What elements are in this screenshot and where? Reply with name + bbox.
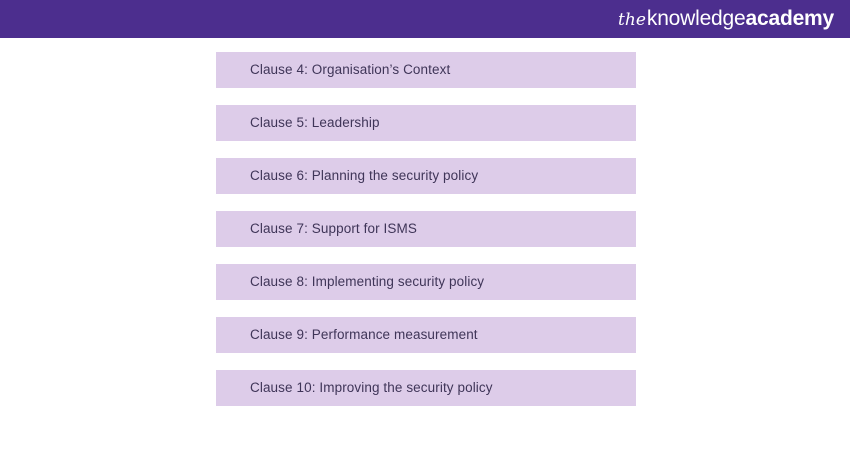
clause-row	[216, 105, 636, 141]
clause-row	[216, 158, 636, 194]
clause-label: Clause 10: Improving the security policy	[250, 380, 493, 396]
clause-list	[216, 52, 636, 423]
header-bar	[0, 0, 850, 38]
clause-label: Clause 6: Planning the security policy	[250, 168, 479, 184]
clause-row	[216, 370, 636, 406]
clause-row	[216, 52, 636, 88]
brand-academy-text: academy	[745, 7, 834, 30]
brand-the-text: the	[618, 10, 646, 30]
clause-row	[216, 211, 636, 247]
clause-label: Clause 9: Performance measurement	[250, 327, 478, 343]
clause-label: Clause 5: Leadership	[250, 115, 380, 131]
clause-label: Clause 4: Organisation’s Context	[250, 62, 451, 78]
brand-logo	[618, 7, 850, 31]
clause-row	[216, 264, 636, 300]
brand-knowledge-text: knowledge	[646, 7, 746, 30]
clause-label: Clause 8: Implementing security policy	[250, 274, 485, 290]
clause-row	[216, 317, 636, 353]
clause-label: Clause 7: Support for ISMS	[250, 221, 417, 237]
